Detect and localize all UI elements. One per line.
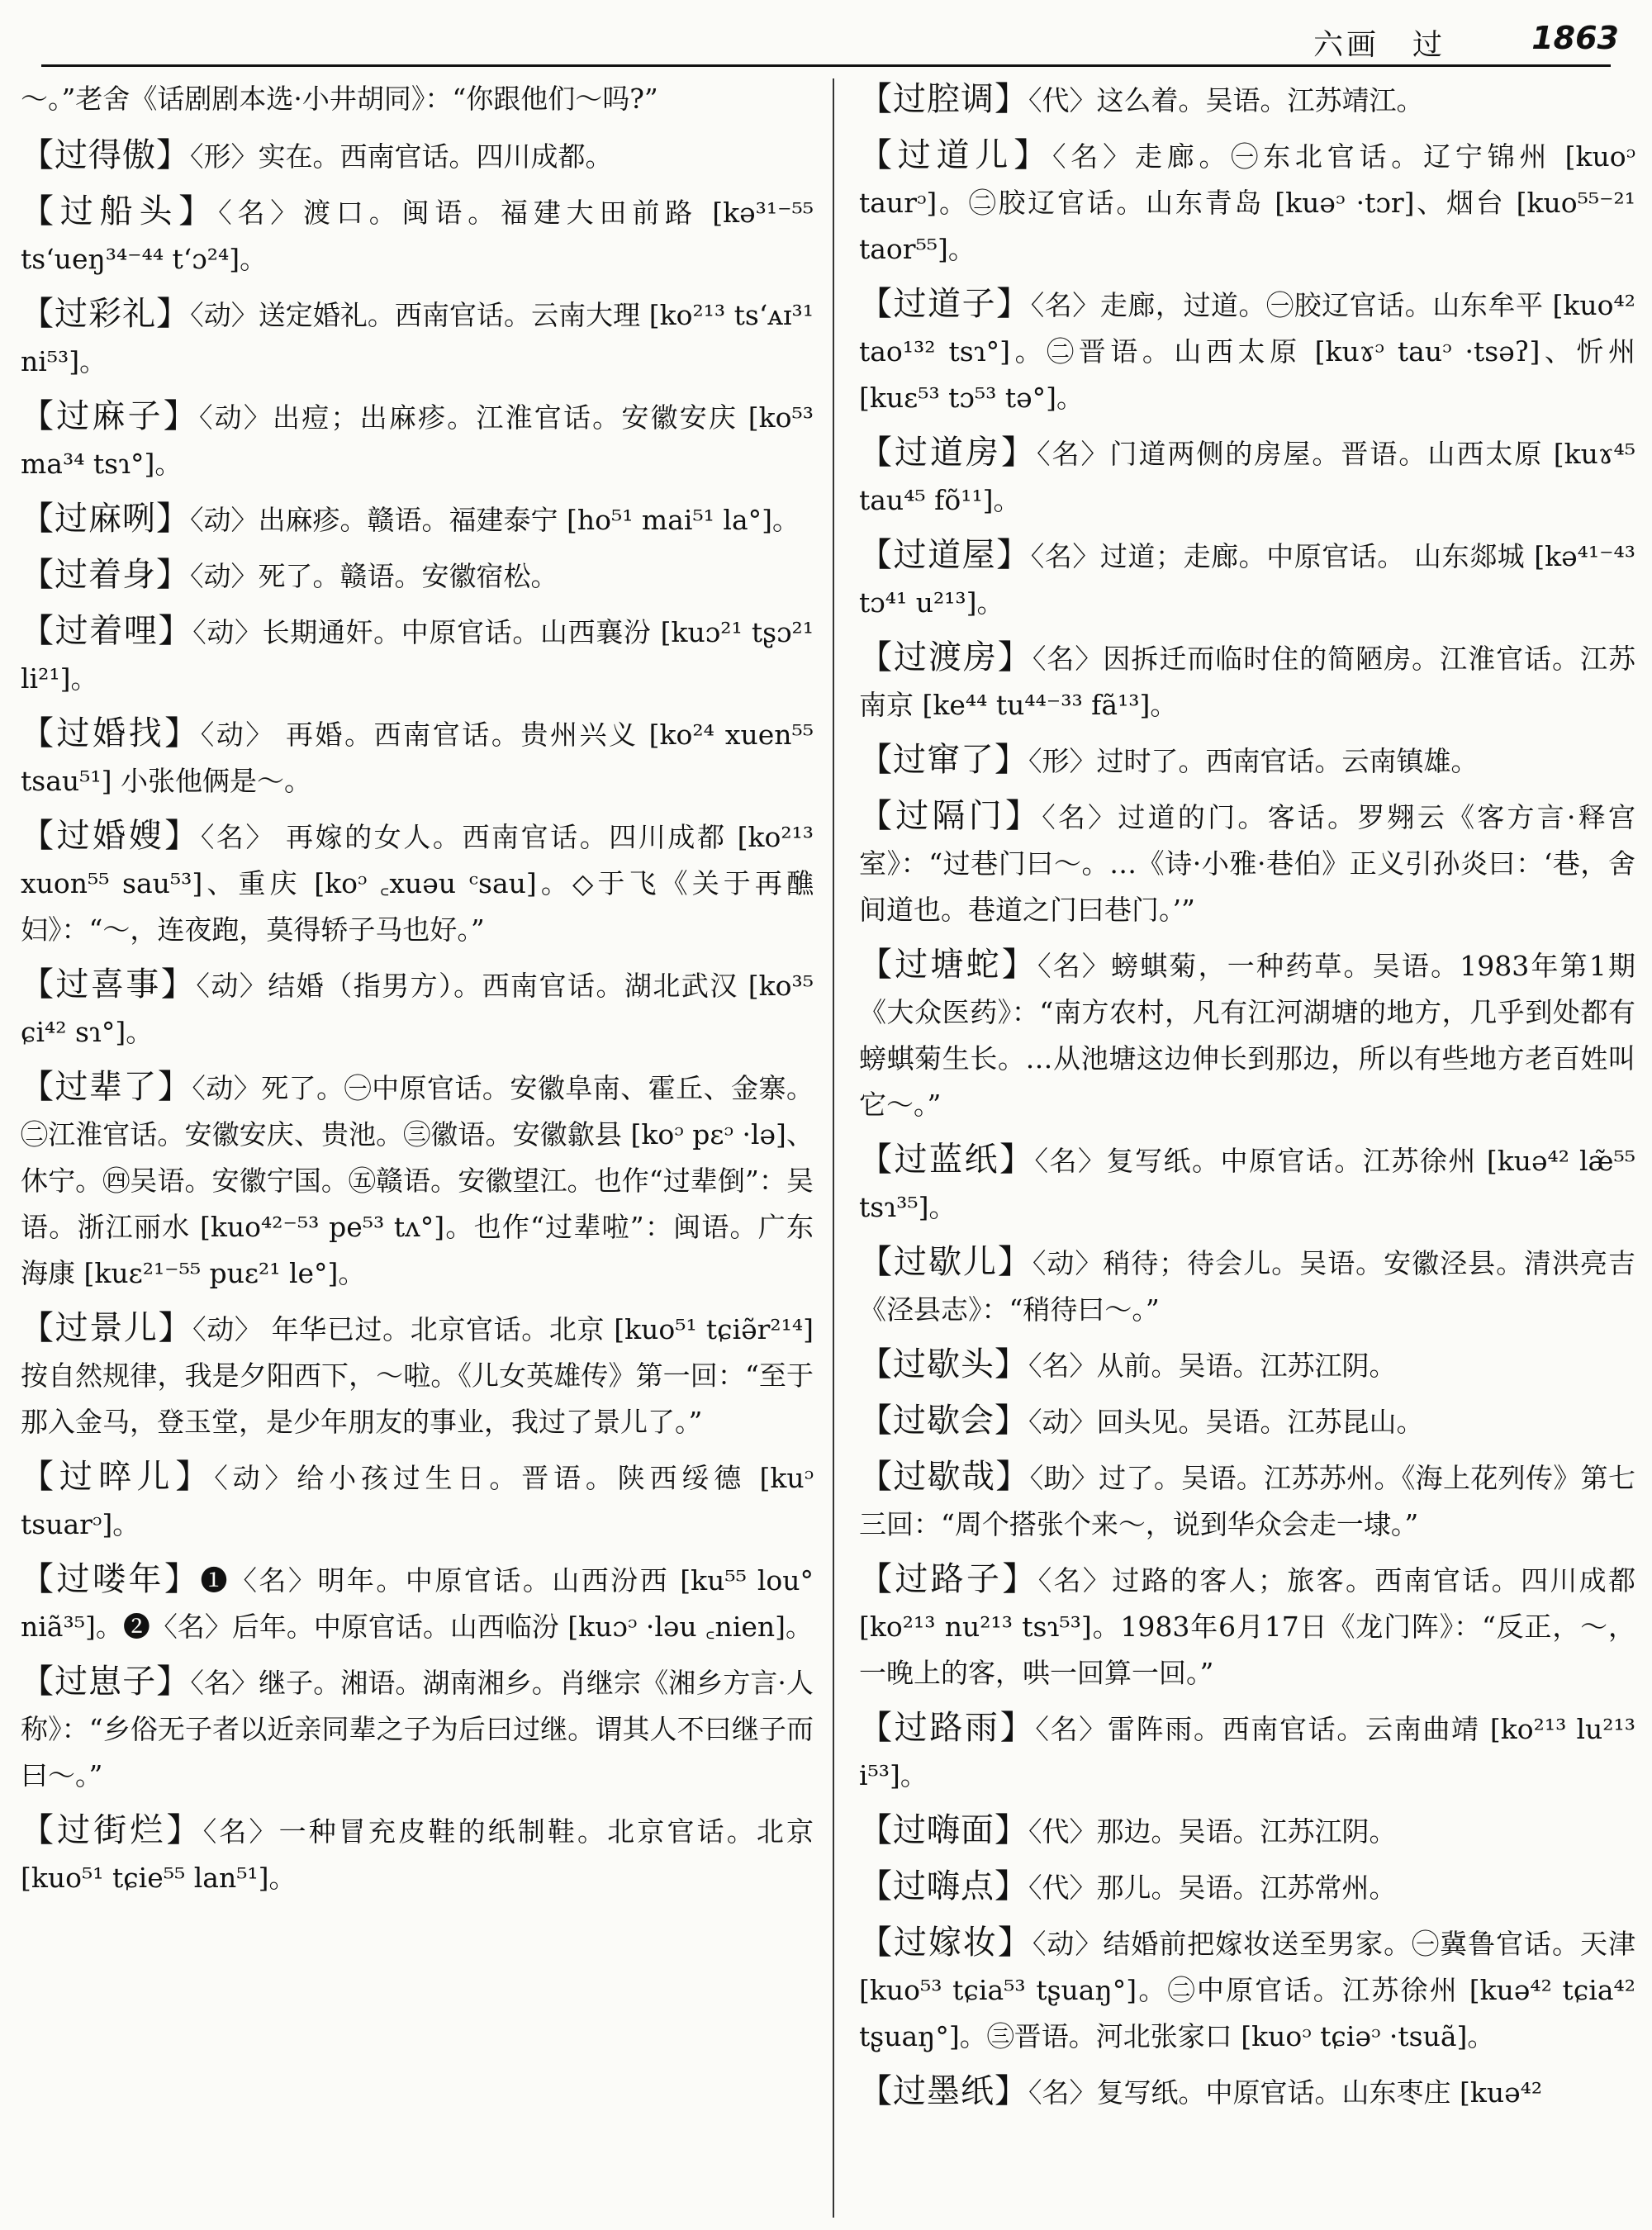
entry bbox=[859, 281, 1635, 421]
entry bbox=[21, 710, 814, 804]
entry bbox=[859, 1454, 1635, 1548]
entry bbox=[859, 1239, 1635, 1333]
entry-body: 〈名〉螃蜞菊，一种药草。吴语。1983年第1期《大众医药》：“南方农村，凡有江河湖塘的地方，几乎到处都有螃蜞菊生长。…从池塘这边伸长到那边，所以有些地方老百姓叫它～。” bbox=[859, 950, 1636, 1121]
entry-headword: 【过嫁妆】 bbox=[859, 1924, 1032, 1962]
entry bbox=[21, 1807, 814, 1901]
entry-body: 〈动〉给小孩过生日。晋语。陕西绥德 [kuᵓ tsuarᵓ]。 bbox=[21, 1462, 814, 1540]
entry-body: 〈动〉结婚（指男方）。西南官话。湖北武汉 [ko³⁵ ɕi⁴² sɿ°]。 bbox=[21, 970, 814, 1048]
entry-headword: 【过婚嫂】 bbox=[21, 817, 201, 855]
entry bbox=[859, 942, 1635, 1128]
entry-headword: 【过景儿】 bbox=[21, 1309, 193, 1347]
entry-body: 〈名〉走廊，过道。㊀胶辽官话。山东牟平 [kuo⁴² tao¹³² tsɿ°]。㊁晋语。山西太原 [kuɤᵓ tauᵓ ·tsəʔ]、忻州 [kuɛ⁵³ tɔ⁵³ tə°]。 bbox=[859, 289, 1635, 414]
entry-body: ❶〈名〉明年。中原官话。山西汾西 [ku⁵⁵ lou° niã³⁵]。❷〈名〉后年。中原官话。山西临汾 [kuɔᵓ ·ləu ꜀nien]。 bbox=[21, 1564, 814, 1643]
entry-headword: 【过着身】 bbox=[21, 556, 190, 594]
entry-headword: 【过歇会】 bbox=[859, 1402, 1028, 1440]
entry-body: 〈动〉送定婚礼。西南官话。云南大理 [ko²¹³ tsʻᴀɪ³¹ ni⁵³]。 bbox=[21, 299, 814, 377]
entry-headword: 【过蓝纸】 bbox=[859, 1141, 1035, 1179]
entry bbox=[859, 1397, 1635, 1445]
entry bbox=[859, 1705, 1635, 1799]
entry-headword: 【过墨纸】 bbox=[859, 2072, 1028, 2110]
entry bbox=[21, 1556, 814, 1650]
entry-headword: 【过腔调】 bbox=[859, 80, 1028, 118]
entry bbox=[859, 1807, 1635, 1855]
entry-body: 〈动〉出痘；出麻疹。江淮官话。安徽安庆 [ko⁵³ ma³⁴ tsɿ°]。 bbox=[21, 401, 814, 480]
entry-body: 〈动〉死了。㊀中原官话。安徽阜南、霍丘、金寨。㊁江淮官话。安徽安庆、贵池。㊂徽语。安徽歙县 [koᵓ pɛᵓ ·lə]、休宁。㊃吴语。安徽宁国。㊄赣语。安徽望江。也作“过辈倒”：吴语。浙江丽水 [kuo⁴²⁻⁵³ pe⁵³ tʌ°]。也作“过辈啦”：闽语。广东海康 [kuɛ²¹⁻⁵⁵ puɛ²¹ le°]。 bbox=[21, 1072, 814, 1289]
entry bbox=[21, 132, 814, 180]
entry-body: 〈名〉雷阵雨。西南官话。云南曲靖 [ko²¹³ lu²¹³ i⁵³]。 bbox=[859, 1713, 1635, 1791]
entry-headword: 【过道房】 bbox=[859, 434, 1037, 472]
entry-headword: 【过嗨面】 bbox=[859, 1811, 1028, 1849]
entry-body: 〈代〉那儿。吴语。江苏常州。 bbox=[1028, 1872, 1397, 1904]
entry-body: 〈名〉一种冒充皮鞋的纸制鞋。北京官话。北京 [kuo⁵¹ tɕie⁵⁵ lan⁵¹]。 bbox=[21, 1815, 814, 1894]
entry-headword: 【过着哩】 bbox=[21, 612, 193, 650]
entry-headword: 【过喜事】 bbox=[21, 966, 197, 1004]
entry-body: 〈形〉过时了。西南官话。云南镇雄。 bbox=[1028, 745, 1479, 777]
entry-body: 〈动〉死了。赣语。安徽宿松。 bbox=[190, 560, 558, 592]
entry-body: 〈代〉那边。吴语。江苏江阴。 bbox=[1028, 1815, 1397, 1848]
page-header bbox=[50, 18, 1619, 61]
entry-headword: 【过麻咧】 bbox=[21, 500, 190, 538]
entry bbox=[21, 1454, 814, 1548]
entry-headword: 【过塘蛇】 bbox=[859, 946, 1037, 984]
entry bbox=[21, 1305, 814, 1445]
entry-body: 〈形〉实在。西南官话。四川成都。 bbox=[190, 140, 613, 173]
entry-body: 〈动〉 年华已过。北京官话。北京 [kuo⁵¹ tɕiə̃r²¹⁴] 按自然规律，我是夕阳西下，～啦。《儿女英雄传》第一回：“至于那入金马，登玉堂，是少年朋友的事业，我过了景儿了。” bbox=[21, 1313, 814, 1438]
entry-headword: 【过婚找】 bbox=[21, 714, 201, 752]
entry-headword: 【过渡房】 bbox=[859, 638, 1032, 676]
entry-body: 〈动〉回头见。吴语。江苏昆山。 bbox=[1028, 1406, 1424, 1438]
left-column bbox=[21, 76, 814, 1910]
entry bbox=[21, 393, 814, 487]
entry-body: 〈名〉渡口。闽语。福建大田前路 [kə³¹⁻⁵⁵ tsʻueŋ³⁴⁻⁴⁴ tʻɔ²⁴]。 bbox=[21, 197, 814, 275]
entry bbox=[859, 1341, 1635, 1389]
entry-headword: 【过隔门】 bbox=[859, 797, 1042, 835]
entry-body: 〈名〉复写纸。中原官话。山东枣庄 [kuə⁴² bbox=[1028, 2076, 1543, 2109]
entry-body: 〈动〉出麻疹。赣语。福建泰宁 [ho⁵¹ mai⁵¹ la°]。 bbox=[190, 504, 800, 536]
entry-headword: 【过崽子】 bbox=[21, 1663, 191, 1701]
entry-body: 〈动〉结婚前把嫁妆送至男家。㊀冀鲁官话。天津 [kuo⁵³ tɕia⁵³ tʂuaŋ°]。㊁中原官话。江苏徐州 [kuə⁴² tɕia⁴² tʂuaŋ°]。㊂晋语。河北张家口 [kuoᵓ tɕiəᵓ ·tsuã]。 bbox=[859, 1928, 1636, 2052]
entry-headword: 【过彩礼】 bbox=[21, 295, 191, 333]
entry-body: 〈助〉过了。吴语。江苏苏州。《海上花列传》第七三回：“周个搭张个来～，说到华众会走一埭。” bbox=[859, 1462, 1636, 1540]
entry-headword: 【过道子】 bbox=[859, 285, 1031, 323]
entry bbox=[21, 552, 814, 600]
entry-headword: 【过路雨】 bbox=[859, 1709, 1036, 1747]
entry-body: 〈名〉过道的门。客话。罗翙云《客方言·释宫室》：“过巷门曰～。…《诗·小雅·巷伯》正义引孙炎曰：‘巷，舍间道也。巷道之门曰巷门。’” bbox=[859, 801, 1635, 926]
entry-body: 〈名〉走廊。㊀东北官话。辽宁锦州 [kuoᵓ taurᵓ]。㊁胶辽官话。山东青岛 [kuəᵓ ·tɔr]、烟台 [kuo⁵⁵⁻²¹ taor⁵⁵]。 bbox=[859, 140, 1636, 265]
entry-body: 〈名〉门道两侧的房屋。晋语。山西太原 [kuɤ⁴⁵ tau⁴⁵ fõ¹¹]。 bbox=[859, 438, 1636, 516]
entry bbox=[21, 813, 814, 953]
entry-headword: 【过歇头】 bbox=[859, 1345, 1028, 1383]
entry bbox=[21, 291, 814, 385]
entry bbox=[859, 793, 1635, 933]
entry bbox=[859, 1556, 1635, 1696]
entry-headword: 【过船头】 bbox=[21, 192, 219, 230]
entry-headword: 【过道屋】 bbox=[859, 536, 1031, 574]
entry bbox=[859, 1136, 1635, 1231]
entry bbox=[859, 76, 1635, 124]
entry bbox=[21, 496, 814, 543]
entry-body: 〈动〉 再婚。西南官话。贵州兴义 [ko²⁴ xuen⁵⁵ tsau⁵¹] 小张他俩是～。 bbox=[21, 719, 814, 797]
entry-headword: 【过窜了】 bbox=[859, 741, 1028, 779]
entry-body: ～。”老舍《话剧剧本选·小井胡同》：“你跟他们～吗?” bbox=[21, 83, 658, 115]
entry-headword: 【过道儿】 bbox=[859, 136, 1052, 174]
entry bbox=[21, 188, 814, 282]
entry bbox=[859, 429, 1635, 524]
entry bbox=[21, 1658, 814, 1799]
entry-headword: 【过麻子】 bbox=[21, 397, 199, 435]
entry-body: 〈代〉这么着。吴语。江苏靖江。 bbox=[1028, 84, 1424, 116]
entry bbox=[859, 132, 1635, 273]
entry bbox=[859, 1863, 1635, 1911]
entry-headword: 【过街烂】 bbox=[21, 1811, 203, 1849]
entry bbox=[859, 634, 1635, 728]
entry-body: 〈动〉稍待；待会儿。吴语。安徽泾县。清洪亮吉《泾县志》：“稍待曰～。” bbox=[859, 1247, 1636, 1326]
entry bbox=[21, 1064, 814, 1297]
entry bbox=[859, 532, 1635, 626]
entry bbox=[859, 2068, 1635, 2116]
entry-body: 〈动〉长期通奸。中原官话。山西襄汾 [kuɔ²¹ tʂɔ²¹ li²¹]。 bbox=[21, 616, 814, 695]
entry bbox=[21, 961, 814, 1056]
entry-body: 〈名〉继子。湘语。湖南湘乡。肖继宗《湘乡方言·人称》：“乡俗无子者以近亲同辈之子为后曰过继。谓其人不曰继子而曰～。” bbox=[21, 1667, 814, 1791]
entry bbox=[859, 1919, 1635, 2060]
entry-continuation bbox=[21, 76, 814, 122]
entry-headword: 【过歇哉】 bbox=[859, 1458, 1030, 1496]
entry-headword: 【过晬儿】 bbox=[21, 1458, 215, 1496]
entry-body: 〈名〉因拆迁而临时住的简陋房。江淮官话。江苏南京 [ke⁴⁴ tu⁴⁴⁻³³ fã¹³]。 bbox=[859, 643, 1636, 721]
entry-headword: 【过辈了】 bbox=[21, 1068, 192, 1106]
section-label: 六画 过 bbox=[1313, 28, 1446, 62]
entry bbox=[859, 737, 1635, 785]
header-rule bbox=[41, 64, 1611, 67]
entry-headword: 【过歇儿】 bbox=[859, 1243, 1032, 1281]
entry-headword: 【过嗨点】 bbox=[859, 1867, 1028, 1905]
entry bbox=[21, 608, 814, 702]
entry-body: 〈名〉过路的客人；旅客。西南官话。四川成都 [ko²¹³ nu²¹³ tsɿ⁵³]。1983年6月17日《龙门阵》：“反正，～，一晚上的客，哄一回算一回。” bbox=[859, 1564, 1636, 1689]
column-divider bbox=[833, 78, 834, 2218]
page-number: 1863 bbox=[1531, 20, 1619, 56]
entry-body: 〈名〉 再嫁的女人。西南官话。四川成都 [ko²¹³ xuon⁵⁵ sau⁵³]、重庆 [koᵓ ꜀xuəu ᶜsau]。◇于飞《关于再醮妇》：“～，连夜跑，莫得轿子马也好。” bbox=[21, 821, 814, 946]
entry-headword: 【过喽年】 bbox=[21, 1560, 201, 1598]
right-column bbox=[859, 76, 1635, 2124]
entry-body: 〈名〉过道；走廊。中原官话。 山东郯城 [kə⁴¹⁻⁴³ tɔ⁴¹ u²¹³]。 bbox=[859, 540, 1636, 619]
entry-headword: 【过路子】 bbox=[859, 1560, 1038, 1598]
entry-headword: 【过得傲】 bbox=[21, 136, 190, 174]
entry-body: 〈名〉复写纸。中原官话。江苏徐州 [kuə⁴² læ̃⁵⁵ tsɿ³⁵]。 bbox=[859, 1145, 1636, 1223]
entry-body: 〈名〉从前。吴语。江苏江阴。 bbox=[1028, 1350, 1397, 1382]
